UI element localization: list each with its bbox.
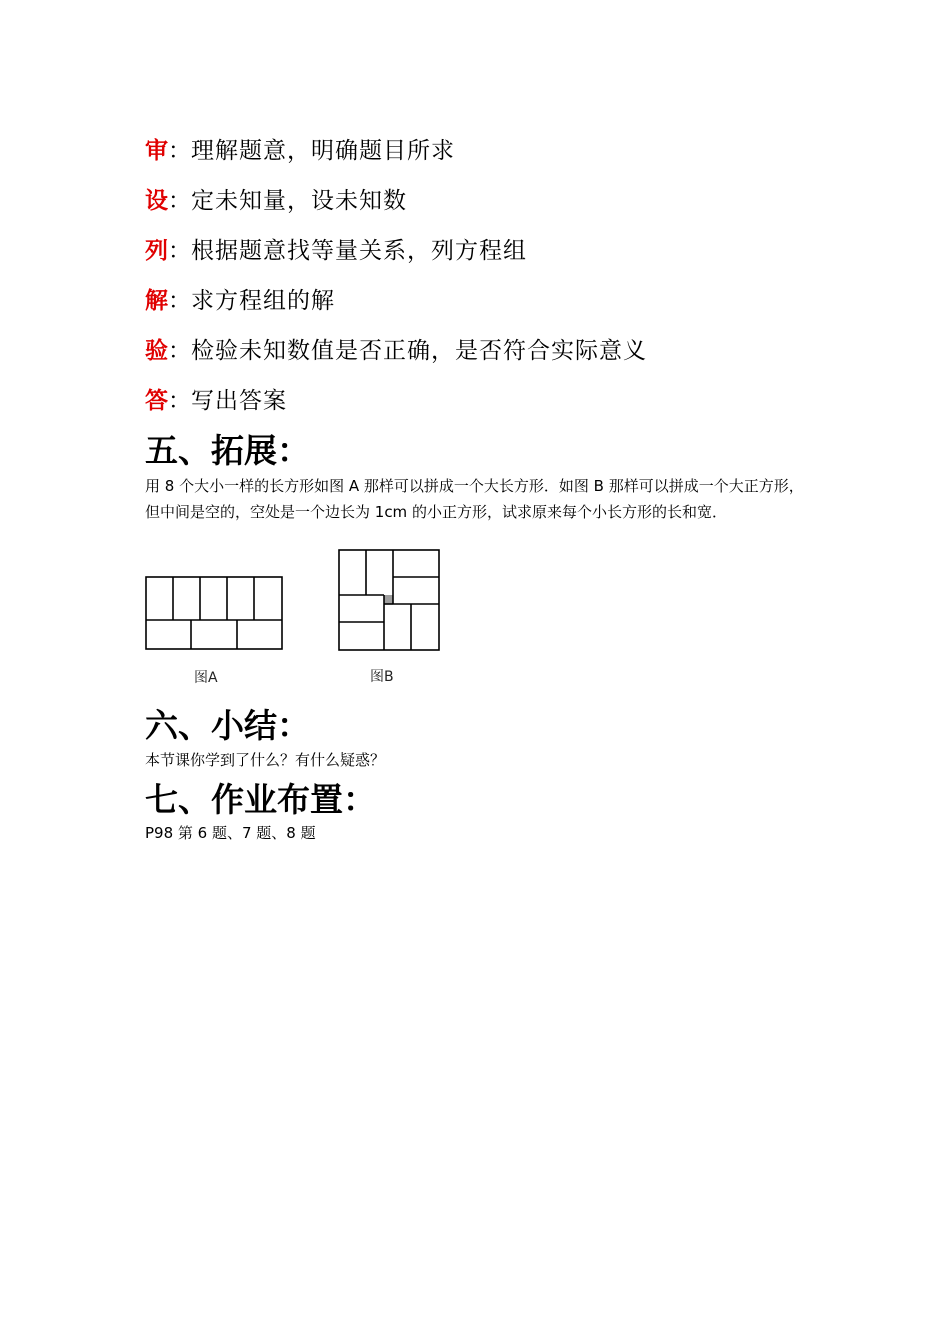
- solving-steps: [145, 131, 647, 431]
- extension-description: 用 8 个大小一样的长方形如图 A 那样可以拼成一个大长方形．如图 B 那样可以拼成一个大正方形，但中间是空的，空处是一个边长为 1cm 的小正方形，试求原来每个小长方形的长和宽．: [145, 477, 804, 521]
- step-list: [145, 231, 647, 281]
- summary-heading: 六、小结：: [145, 706, 310, 745]
- figure-b: [337, 548, 441, 652]
- step-text: 检验未知数值是否正确，是否符合实际意义: [191, 338, 647, 364]
- step-check: [145, 331, 647, 381]
- homework-heading: 七、作业布置：: [145, 780, 376, 819]
- step-text: 根据题意找等量关系，列方程组: [191, 238, 527, 264]
- step-key: 列: [145, 237, 168, 264]
- step-colon: ：: [168, 338, 191, 364]
- step-key: 答: [145, 387, 168, 414]
- figure-a: [144, 575, 284, 651]
- extension-heading: 五、拓展：: [145, 431, 310, 470]
- step-colon: ：: [168, 388, 191, 414]
- step-key: 验: [145, 337, 168, 364]
- step-colon: ：: [168, 238, 191, 264]
- step-text: 求方程组的解: [191, 288, 335, 314]
- step-colon: ：: [168, 288, 191, 314]
- step-text: 定未知量，设未知数: [191, 188, 407, 214]
- step-review: [145, 131, 647, 181]
- step-answer: [145, 381, 647, 431]
- step-key: 审: [145, 137, 168, 164]
- step-set: [145, 181, 647, 231]
- homework-text: P98 第 6 题、7 题、8 题: [145, 824, 316, 842]
- step-colon: ：: [168, 188, 191, 214]
- step-text: 写出答案: [191, 388, 287, 414]
- center-gap-square: [384, 595, 393, 604]
- step-key: 设: [145, 187, 168, 214]
- figure-a-label: 图A: [194, 670, 218, 686]
- figure-b-label: 图B: [370, 669, 394, 685]
- step-text: 理解题意，明确题目所求: [191, 138, 455, 164]
- step-solve: [145, 281, 647, 331]
- summary-text: 本节课你学到了什么？有什么疑惑？: [145, 751, 386, 769]
- step-key: 解: [145, 287, 168, 314]
- step-colon: ：: [168, 138, 191, 164]
